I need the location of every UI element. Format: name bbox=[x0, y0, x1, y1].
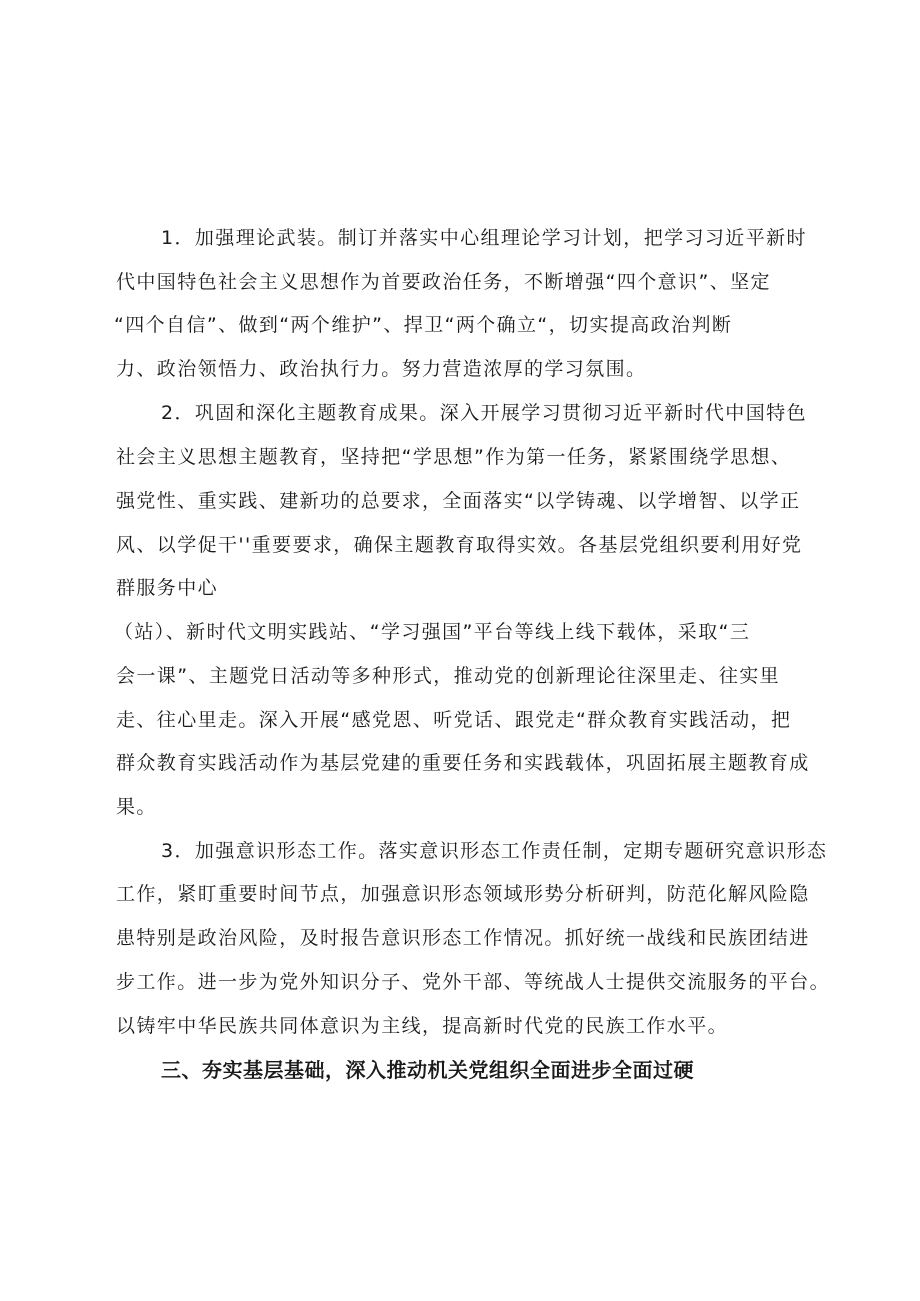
paragraph-3-line-3: 患特别是政治风险，及时报告意识形态工作情况。抓好统一战线和民族团结进 bbox=[116, 927, 810, 949]
paragraph-3-line-1: 3．加强意识形态工作。落实意识形态工作责任制，定期专题研究意识形态 bbox=[161, 840, 828, 862]
paragraph-2-line-10: 果。 bbox=[116, 796, 157, 818]
paragraph-2-line-2: 社会主义思想主题教育，坚持把“学思想”作为第一任务，紧紧围绕学思想、 bbox=[116, 446, 792, 468]
paragraph-2-line-8: 走、往心里走。深入开展“感党恩、听党话、跟党走“群众教育实践活动，把 bbox=[116, 709, 792, 731]
paragraph-2-line-1: 2．巩固和深化主题教育成果。深入开展学习贯彻习近平新时代中国特色 bbox=[161, 402, 807, 424]
paragraph-1-line-4: 力、政治领悟力、政治执行力。努力营造浓厚的学习氛围。 bbox=[116, 358, 647, 380]
paragraph-3-line-4: 步工作。进一步为党外知识分子、党外干部、等统战人士提供交流服务的平台。 bbox=[116, 971, 831, 993]
paragraph-3-line-5: 以铸牢中华民族共同体意识为主线，提高新时代党的民族工作水平。 bbox=[116, 1015, 729, 1037]
paragraph-1-line-2: 代中国特色社会主义思想作为首要政治任务，不断增强“四个意识”、坚定 bbox=[116, 271, 771, 293]
paragraph-2-line-7: 会一课”、主题党日活动等多种形式，推动党的创新理论往深里走、往实里 bbox=[116, 665, 781, 687]
paragraph-2-line-3: 强党性、重实践、建新功的总要求，全面落实“以学铸魂、以学增智、以学正 bbox=[116, 490, 801, 512]
paragraph-1-line-3: “四个自信”、做到“两个维护”、捍卫“两个确立“，切实提高政治判断 bbox=[114, 314, 733, 336]
paragraph-3-line-2: 工作，紧盯重要时间节点，加强意识形态领域形势分析研判，防范化解风险隐 bbox=[116, 883, 810, 905]
paragraph-2-line-9: 群众教育实践活动作为基层党建的重要任务和实践载体，巩固拓展主题教育成 bbox=[116, 752, 810, 774]
paragraph-2-line-5: 群服务中心 bbox=[116, 577, 219, 599]
paragraph-2-line-6: （站）、新时代文明实践站、“学习强国”平台等线上线下载体，采取“三 bbox=[114, 621, 751, 643]
section-heading: 三、夯实基层基础，深入推动机关党组织全面进步全面过硬 bbox=[161, 1058, 694, 1082]
paragraph-2-line-4: 风、以学促干''重要要求，确保主题教育取得实效。各基层党组织要利用好党 bbox=[116, 534, 803, 556]
paragraph-1-line-1: 1．加强理论武装。制订并落实中心组理论学习计划，把学习习近平新时 bbox=[161, 227, 807, 249]
